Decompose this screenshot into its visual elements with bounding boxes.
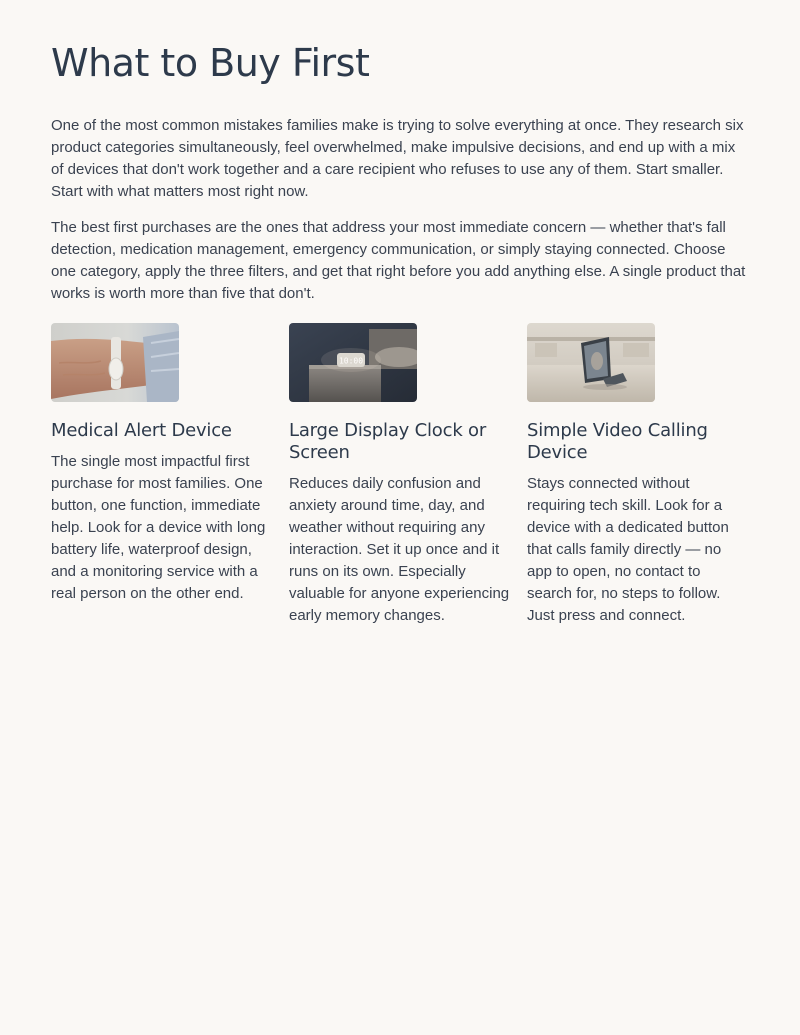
card-heading: Simple Video Calling Device: [527, 420, 708, 463]
card-body: Stays connected without requiring tech skill. Look for a device with a dedicated button that calls family directly — no app to open, no contact to search for, no steps to follow. Just press and connect.: [527, 475, 729, 624]
tablet-stand-photo: [527, 323, 655, 402]
card-body: Reduces daily confusion and anxiety around time, day, and weather without requiring any interaction. Set it up once and it runs on its own. Especially valuable for anyone experiencing early memory changes.: [289, 475, 510, 624]
card-heading: Medical Alert Device: [51, 420, 232, 441]
card-display-clock: [289, 323, 511, 627]
card-video-calling: [527, 323, 749, 627]
card-medical-alert: [51, 323, 273, 627]
card-body: The single most impactful first purchase for most families. One button, one function, immediate help. Look for a device with long battery life, waterproof design, and a monitoring service with a real person on the other end.: [51, 453, 266, 602]
page-title: What to Buy First: [51, 41, 370, 85]
wrist-pendant-photo: [51, 323, 179, 402]
product-cards: [51, 323, 749, 627]
card-heading: Large Display Clock or Screen: [289, 420, 487, 463]
bedside-clock-photo: [289, 323, 417, 402]
intro-paragraph-2: The best first purchases are the ones that address your most immediate concern — whether that's fall detection, medication management, emergency communication, or simply staying connected. Choose one category, apply the three filters, and get that right before you add anything else. A single product that works is worth more than five that don't.: [51, 219, 746, 302]
clock-readout: 10:00: [338, 356, 364, 366]
intro-paragraph-1: One of the most common mistakes families make is trying to solve everything at once. They research six product categories simultaneously, feel overwhelmed, make impulsive decisions, and end up with a mix of devices that don't work together and a care recipient who refuses to use any of them. Start smaller. Start with what matters most right now.: [51, 117, 744, 200]
